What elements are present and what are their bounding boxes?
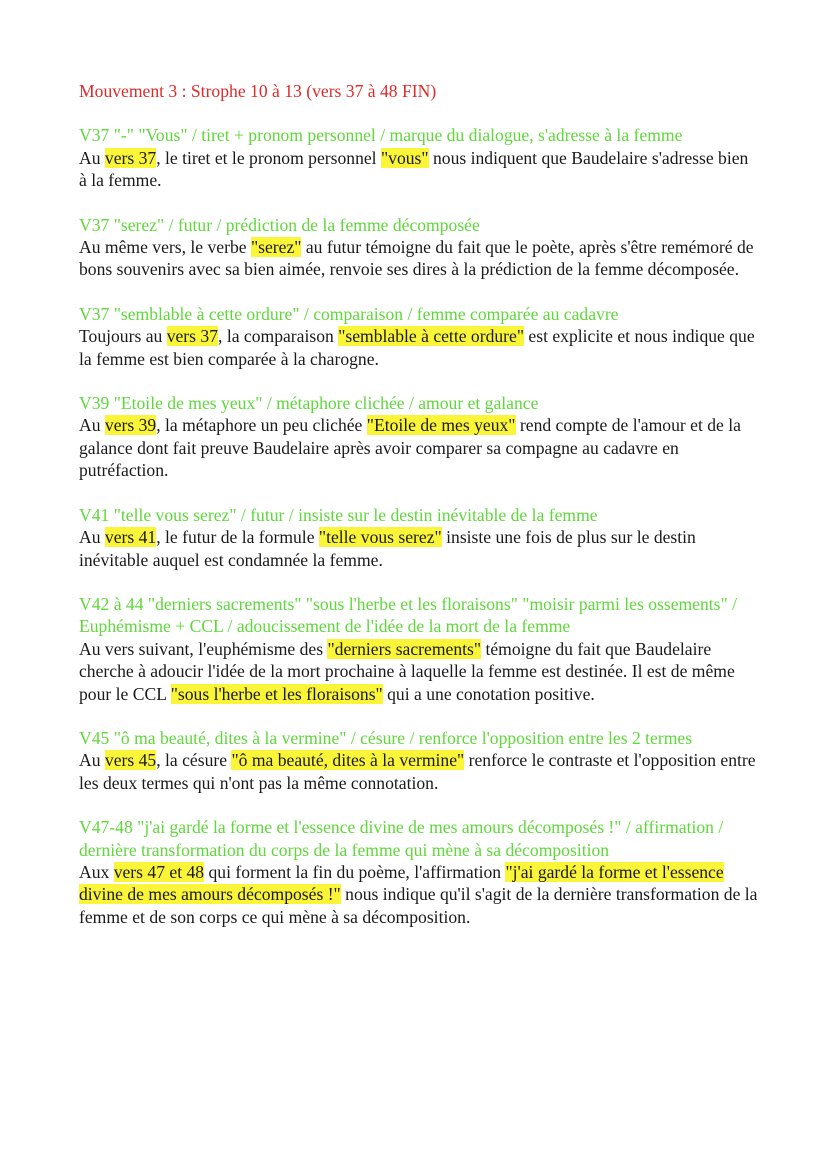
highlighted-quote: "sous l'herbe et les floraisons" <box>170 683 383 704</box>
text-segment: , la comparaison <box>218 326 339 347</box>
text-segment: , le tiret et le pronom personnel <box>156 147 381 168</box>
block-heading: V47-48 "j'ai gardé la forme et l'essence divine de mes amours décomposés !" / affirmation / dernière transformation du corps de la femme qui mène à sa décomposition <box>79 817 724 860</box>
document-page <box>79 80 759 950</box>
highlighted-quote: "telle vous serez" <box>318 527 442 548</box>
text-segment: renforce le contraste et l'opposition entre les deux termes qui n'ont pas la même connotation. <box>79 750 756 793</box>
text-segment: rend compte de l'amour et de la galance dont fait preuve Baudelaire après avoir comparer sa compagne au cadavre en putréfaction. <box>79 415 741 481</box>
block-text <box>79 147 759 192</box>
block-heading: V39 "Etoile de mes yeux" / métaphore clichée / amour et galance <box>79 393 539 414</box>
highlighted-quote: "derniers sacrements" <box>327 638 482 659</box>
text-segment: nous indiquent que Baudelaire s'adresse bien à la femme. <box>79 147 749 191</box>
block-text <box>79 638 759 705</box>
analysis-block <box>79 593 759 705</box>
text-segment: Aux <box>79 861 114 882</box>
text-segment: Au <box>79 750 105 771</box>
text-segment: Au <box>79 415 105 436</box>
block-text <box>79 749 759 794</box>
text-segment: est explicite et nous indique que la femme est bien comparée à la charogne. <box>79 326 755 369</box>
text-segment: Toujours au <box>79 326 167 347</box>
block-heading: V37 "semblable à cette ordure" / comparaison / femme comparée au cadavre <box>79 303 619 324</box>
analysis-block <box>79 124 759 191</box>
block-heading: V37 "-" "Vous" / tiret + pronom personnel / marque du dialogue, s'adresse à la femme <box>79 125 683 146</box>
text-segment: insiste une fois de plus sur le destin inévitable auquel est condamnée la femme. <box>79 527 696 570</box>
block-heading: V45 "ô ma beauté, dites à la vermine" / césure / renforce l'opposition entre les 2 termes <box>79 727 693 748</box>
text-segment: , la métaphore un peu clichée <box>156 415 367 436</box>
text-segment: qui forment la fin du poème, l'affirmation <box>204 861 506 882</box>
block-text <box>79 236 759 281</box>
block-text <box>79 861 759 928</box>
highlighted-quote: vers 47 et 48 <box>113 861 205 882</box>
section-title: Mouvement 3 : Strophe 10 à 13 (vers 37 à 48 FIN) <box>79 81 437 101</box>
analysis-block <box>79 303 759 370</box>
block-text <box>79 325 759 370</box>
highlighted-quote: "j'ai gardé la forme et l'essence divine de mes amours décomposés !" <box>79 861 724 905</box>
highlighted-quote: vers 37 <box>104 147 157 168</box>
analysis-block <box>79 727 759 794</box>
block-text <box>79 526 759 571</box>
block-text <box>79 414 759 481</box>
text-segment: Au vers suivant, l'euphémisme des <box>79 638 328 659</box>
highlighted-quote: vers 45 <box>104 750 157 771</box>
highlighted-quote: "ô ma beauté, dites à la vermine" <box>231 750 465 771</box>
text-segment: Au <box>79 147 105 168</box>
text-segment: Au <box>79 527 105 548</box>
text-segment: nous indique qu'il s'agit de la dernière transformation de la femme et de son corps ce qui mène à sa décomposition. <box>79 884 758 927</box>
analysis-block <box>79 392 759 482</box>
block-heading: V37 "serez" / futur / prédiction de la femme décomposée <box>79 214 480 235</box>
analysis-block <box>79 816 759 928</box>
text-segment: au futur témoigne du fait que le poète, après s'être remémoré de bons souvenirs avec sa bien aimée, renvoie ses dires à la prédiction de la femme décomposée. <box>79 237 754 280</box>
highlighted-quote: vers 37 <box>166 326 219 347</box>
block-heading: V42 à 44 "derniers sacrements" "sous l'herbe et les floraisons" "moisir parmi les ossements" / Euphémisme + CCL / adoucissement de l'idée de la mort de la femme <box>79 593 737 637</box>
highlighted-quote: vers 39 <box>104 415 157 436</box>
analysis-block <box>79 214 759 281</box>
text-segment: , la césure <box>156 750 232 771</box>
text-segment: Au même vers, le verbe <box>79 237 251 258</box>
highlighted-quote: "serez" <box>250 237 302 258</box>
block-heading: V41 "telle vous serez" / futur / insiste sur le destin inévitable de la femme <box>79 504 598 525</box>
highlighted-quote: "vous" <box>380 147 429 168</box>
analysis-block <box>79 504 759 571</box>
highlighted-quote: "semblable à cette ordure" <box>338 326 525 347</box>
highlighted-quote: vers 41 <box>104 527 157 548</box>
text-segment: , le futur de la formule <box>156 527 319 548</box>
text-segment: qui a une conotation positive. <box>382 683 595 704</box>
text-segment: témoigne du fait que Baudelaire cherche à adoucir l'idée de la mort prochaine à laquelle la femme est destinée. Il est de même pour le CCL <box>79 638 735 704</box>
analysis-blocks <box>79 124 759 928</box>
highlighted-quote: "Etoile de mes yeux" <box>366 415 516 436</box>
